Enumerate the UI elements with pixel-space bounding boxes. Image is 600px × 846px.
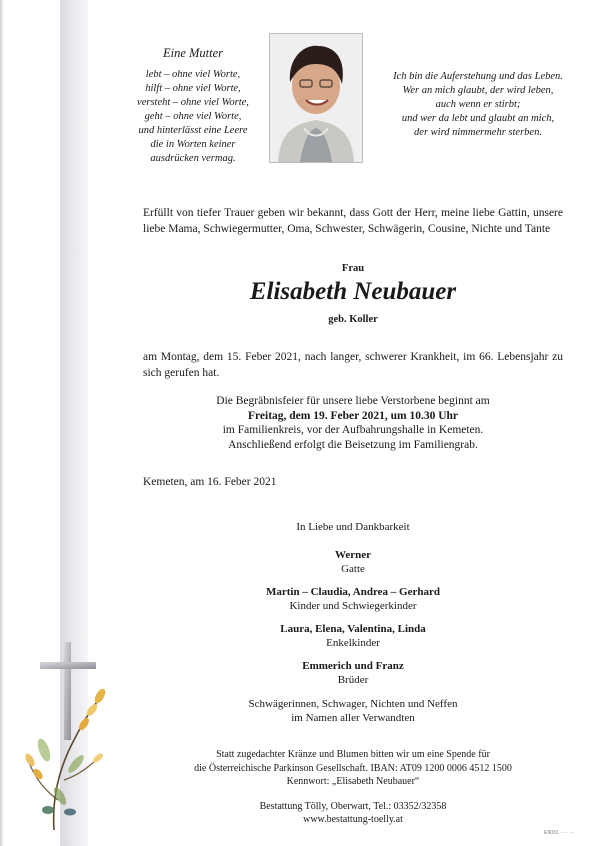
funeral-line: im Familienkreis, vor der Aufbahrungshalle in Kemeten. <box>222 424 484 436</box>
poem-line: lebt – ohne viel Worte, <box>145 69 241 80</box>
donation-line: Statt zugedachter Kränze und Blumen bitten wir um eine Spende für <box>216 749 490 760</box>
family-names: Martin – Claudia, Andrea – Gerhard <box>266 586 440 598</box>
poem-line: der wird nimmermehr sterben. <box>414 127 542 138</box>
poem-left <box>118 46 268 166</box>
family-names: Laura, Elena, Valentina, Linda <box>280 623 426 635</box>
funeral-date: Freitag, dem 19. Feber 2021, um 10.30 Uhr <box>247 409 459 422</box>
portrait-photo <box>269 33 363 163</box>
poem-line: versteht – ohne viel Worte, <box>137 97 249 108</box>
poem-line: und hinterlässt eine Leere <box>138 125 248 136</box>
donation-line: die Österreichische Parkinson Gesellschaft. IBAN: AT09 1200 0006 4512 1500 <box>194 762 512 774</box>
funeral-line: Anschließend erfolgt die Beisetzung im Familiengrab. <box>228 438 478 451</box>
poem-line: Wer an mich glaubt, der wird leben, <box>402 85 554 96</box>
undertaker-info <box>143 800 563 826</box>
poem-left-title: Eine Mutter <box>162 46 224 60</box>
family-group <box>143 548 563 576</box>
funeral-details <box>143 394 563 452</box>
funeral-line: Die Begräbnisfeier für unsere liebe Verstorbene beginnt am <box>216 395 490 407</box>
announcement-intro: Erfüllt von tiefer Trauer geben wir bekannt, dass Gott der Herr, meine liebe Gattin, unsere liebe Mama, Schwiegermutter, Oma, Schwester, Schwägerin, Cousine, Nichte und Tante <box>143 207 563 235</box>
family-closing-line: im Namen aller Verwandten <box>291 712 415 724</box>
family-names: Emmerich und Franz <box>302 660 404 672</box>
deceased-name: Elisabeth Neubauer <box>249 278 457 305</box>
maiden-name: geb. Koller <box>328 314 378 325</box>
family-relation: Brüder <box>337 674 369 686</box>
family-group <box>143 585 563 613</box>
family-group <box>143 659 563 687</box>
family-relation: Kinder und Schwiegerkinder <box>289 600 417 612</box>
undertaker-website: www.bestattung-toelly.at <box>303 814 403 825</box>
poem-line: hilft – ohne viel Worte, <box>145 83 241 94</box>
poem-right <box>380 70 576 140</box>
death-notice: am Montag, dem 15. Feber 2021, nach langer, schwerer Krankheit, im 66. Lebensjahr zu sich gerufen hat. <box>143 351 563 379</box>
page-edge-shadow <box>0 0 4 846</box>
donation-request <box>143 748 563 789</box>
donation-line: Kennwort: „Elisabeth Neubauer“ <box>286 776 420 787</box>
undertaker-line: Bestattung Tölly, Oberwart, Tel.: 03352/32358 <box>259 801 447 812</box>
family-closing <box>143 697 563 725</box>
form-code: E9031 · ··· ··· <box>544 830 575 836</box>
flower-decoration-icon <box>14 680 114 830</box>
poem-line: die in Worten keiner <box>150 139 236 150</box>
poem-line: geht – ohne viel Worte, <box>144 111 242 122</box>
poem-line: auch wenn er stirbt; <box>435 99 521 110</box>
poem-line: ausdrücken vermag. <box>150 153 236 164</box>
family-group <box>143 622 563 650</box>
poem-line: Ich bin die Auferstehung und das Leben. <box>393 71 563 82</box>
poem-line: und wer da lebt und glaubt an mich, <box>401 113 555 124</box>
place-date: Kemeten, am 16. Feber 2021 <box>143 476 277 488</box>
family-closing-line: Schwägerinnen, Schwager, Nichten und Neffen <box>248 698 458 710</box>
family-heading: In Liebe und Dankbarkeit <box>296 521 410 533</box>
family-relation: Gatte <box>341 563 365 575</box>
salutation: Frau <box>341 263 365 274</box>
family-names: Werner <box>334 549 372 561</box>
family-relation: Enkelkinder <box>326 637 380 649</box>
